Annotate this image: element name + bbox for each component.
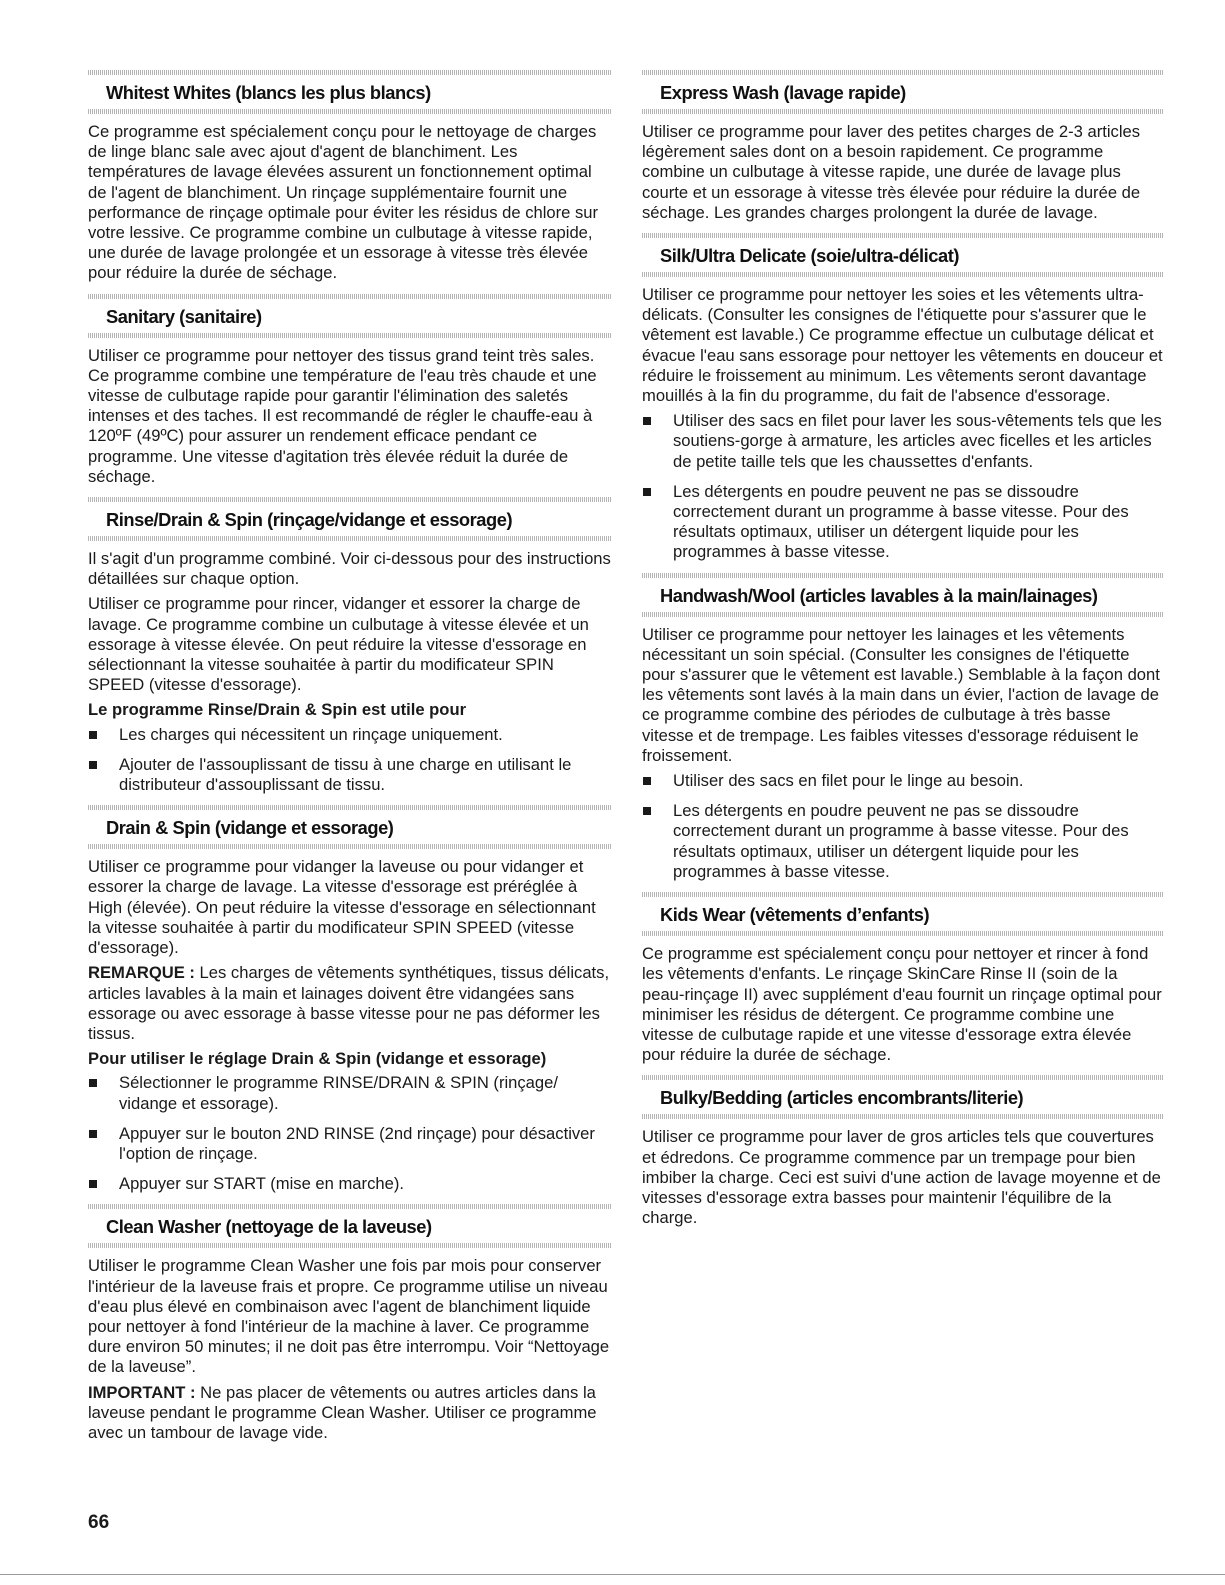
section-header [642,892,1164,936]
section-header [642,573,1164,617]
bullet-list [642,411,1164,562]
note-text: Ne pas placer de vêtements ou autres articles dans la laveuse pendant le programme Clean Washer. Utiliser ce programme avec un tambour de lavage vide. [88,1382,597,1442]
section-rinse-drain-spin [88,497,612,795]
bullet-square-icon [89,731,97,739]
body-paragraph: Ce programme est spécialement conçu pour le nettoyage de charges de linge blanc sale avec ajout d'agent de blanchiment. Les températures de lavage élevées assurent un fonctionnement optimal de l'agent de blanchiment. Un rinçage supplémentaire fournit une performance de rinçage optimale pour éviter les résidus de chlore sur votre lessive. Ce programme combine un culbutage à vitesse rapide, une durée de lavage prolongée et un essorage à vitesse très élevée pour réduire la durée de séchage. [88,122,599,283]
header-rule-bottom [88,333,612,338]
section-header [642,1075,1164,1119]
section-header [642,233,1164,277]
bullet-text: Utiliser des sacs en filet pour le linge au besoin. [673,771,1024,791]
header-rule-bottom [642,612,1164,617]
bullet-square-icon [643,417,651,425]
bullet-item [642,801,1164,882]
bullet-item [88,725,612,745]
header-rule-bottom [642,272,1164,277]
section-handwash-wool [642,573,1164,882]
bullet-square-icon [89,1079,97,1087]
bullet-text: Appuyer sur START (mise en marche). [119,1174,404,1194]
body-paragraph: Utiliser ce programme pour laver de gros articles tels que couvertures et édredons. Ce programme commence par un trempage pour bien imbiber la charge. Ceci est suivi d'une action de lavage moyenne et de vitesses d'essorage extra basses pour maintenir l'équilibre de la charge. [642,1127,1161,1228]
bullet-text: Les détergents en poudre peuvent ne pas se dissoudre correctement durant un programme à basse vitesse. Pour des résultats optimaux, utiliser un détergent liquide pour les programmes à basse vitesse. [673,801,1129,881]
bullet-text: Ajouter de l'assouplissant de tissu à une charge en utilisant le distributeur d'assouplissant de tissu. [119,754,572,795]
bullet-list [642,771,1164,882]
header-rule-bottom [88,844,612,849]
header-rule-bottom [642,931,1164,936]
section-header [88,805,612,849]
body-paragraph: Utiliser ce programme pour nettoyer les soies et les vêtements ultra-délicats. (Consulter les consignes de l'étiquette pour s'assurer que le vêtement est lavable.) Ce programme effectue un culbutage délicat et évacue l'eau sans essorage pour nettoyer les vêtements en douceur et réduire le froissement au minimum. Les vêtements seront davantage mouillés à la fin du programme, du fait de l'absence d'essorage. [642,285,1163,406]
section-kids-wear [642,892,1164,1065]
section-title: Handwash/Wool (articles lavables à la main/lainages) [660,584,1098,606]
bullet-item [88,1073,612,1113]
bullet-square-icon [643,807,651,815]
header-rule-bottom [88,536,612,541]
header-rule-bottom [88,1243,612,1248]
bullet-item [642,771,1164,791]
section-title: Express Wash (lavage rapide) [660,82,906,103]
section-title: Drain & Spin (vidange et essorage) [106,817,394,839]
section-title: Clean Washer (nettoyage de la laveuse) [106,1216,432,1238]
header-rule-bottom [642,109,1164,114]
note-label: IMPORTANT : [88,1382,196,1402]
right-column [642,70,1164,1238]
section-header [88,497,612,541]
body-paragraph: Utiliser ce programme pour vidanger la laveuse ou pour vidanger et essorer la charge de lavage. La vitesse d'essorage est préréglée à High (élevée). On peut réduire la vitesse d'essorage en sélectionnant la vitesse souhaitée à partir du modificateur SPIN SPEED (vitesse d'essorage). [88,857,596,958]
bullet-item [88,1174,612,1194]
body-paragraph: Il s'agit d'un programme combiné. Voir ci-dessous pour des instructions détaillées sur chaque option. [88,549,611,589]
section-silk-ultra-delicate [642,233,1164,563]
bullet-text: Appuyer sur le bouton 2ND RINSE (2nd rinçage) pour désactiver l'option de rinçage. [119,1123,595,1163]
section-header [88,294,612,338]
note-text: Les charges de vêtements synthétiques, tissus délicats, articles lavables à la main et lainages doivent être vidangées sans essorage ou avec essorage à basse vitesse pour ne pas déformer les tissus. [88,963,610,1043]
header-rule-bottom [88,109,612,114]
bottom-divider [0,1574,1225,1575]
bullet-square-icon [643,488,651,496]
subheading: Pour utiliser le réglage Drain & Spin (vidange et essorage) [88,1049,547,1069]
bullet-text: Les détergents en poudre peuvent ne pas se dissoudre correctement durant un programme à basse vitesse. Pour des résultats optimaux, utiliser un détergent liquide pour les programmes à basse vitesse. [673,481,1129,562]
bullet-item [88,755,612,795]
bullet-text: Sélectionner le programme RINSE/DRAIN & SPIN (rinçage/ vidange et essorage). [119,1073,558,1113]
bullet-square-icon [89,1180,97,1188]
body-paragraph: Utiliser ce programme pour rincer, vidanger et essorer la charge de lavage. Ce programme combine un culbutage à vitesse élevée et un essorage à vitesse élevée. On peut réduire la vitesse d'essorage en sélectionnant la vitesse souhaitée à partir du modificateur SPIN SPEED (vitesse d'essorage). [88,594,589,695]
section-express-wash [642,70,1164,223]
bullet-item [642,411,1164,472]
body-paragraph: Ce programme est spécialement conçu pour nettoyer et rincer à fond les vêtements d'enfants. Le rinçage SkinCare Rinse II (soin de la peau-rinçage II) avec supplément d'eau fournit un rinçage optimal pour minimiser les résidus de détergent. Ce programme combine une vitesse de culbutage rapide et une vitesse d'essorage extra élevée pour réduire la durée de séchage. [642,944,1162,1065]
section-header [88,70,612,114]
section-title: Sanitary (sanitaire) [106,305,262,327]
bullet-square-icon [89,761,97,769]
section-header [642,70,1164,114]
section-drain-spin [88,805,612,1194]
section-bulky-bedding [642,1075,1164,1228]
body-paragraph: Utiliser ce programme pour nettoyer les lainages et les vêtements nécessitant un soin spécial. (Consulter les consignes de l'étiquette pour s'assurer que le vêtement est lavable.) Semblable à la façon dont les vêtements sont lavés à la main dans un évier, l'action de lavage de ce programme combine des périodes de culbutage à très basse vitesse et de trempage. Les faibles vitesses d'essorage réduisent le froissement. [642,624,1160,765]
note-paragraph [88,1383,612,1444]
section-sanitary [88,294,612,487]
section-title: Bulky/Bedding (articles encombrants/literie) [660,1087,1024,1109]
section-title: Silk/Ultra Delicate (soie/ultra-délicat) [660,245,959,267]
subheading: Le programme Rinse/Drain & Spin est utile pour [88,700,467,720]
section-clean-washer [88,1204,612,1443]
section-title: Whitest Whites (blancs les plus blancs) [106,82,431,103]
note-label: REMARQUE : [88,963,195,983]
header-rule-bottom [642,1114,1164,1119]
bullet-text: Les charges qui nécessitent un rinçage uniquement. [119,724,503,744]
bullet-text: Utiliser des sacs en filet pour laver les sous-vêtements tels que les soutiens-gorge à armature, les articles avec ficelles et les articles de petite taille tels que les chaussettes d'enfants. [673,411,1162,471]
bullet-list [88,1073,612,1194]
page-number: 66 [88,1512,110,1533]
body-paragraph: Utiliser le programme Clean Washer une fois par mois pour conserver l'intérieur de la laveuse frais et propre. Ce programme utilise un niveau d'eau plus élevé en combinaison avec l'agent de blanchiment liquide pour nettoyer à fond l'intérieur de la machine à laver. Ce programme dure environ 50 minutes; il ne doit pas être interrompu. Voir “Nettoyage de la laveuse”. [88,1256,610,1377]
left-column [88,70,612,1453]
bullet-square-icon [89,1130,97,1138]
section-header [88,1204,612,1248]
bullet-item [88,1124,612,1164]
bullet-item [642,482,1164,563]
bullet-list [88,725,612,796]
body-paragraph: Utiliser ce programme pour nettoyer des tissus grand teint très sales. Ce programme combine une température de l'eau très chaude et une vitesse de culbutage rapide pour garantir l'élimination des saletés intenses et des taches. Il est recommandé de régler le chauffe-eau à 120ºF (49ºC) pour assurer un rendement efficace pendant ce programme. Une vitesse d'agitation très élevée réduit la durée de séchage. [88,345,597,486]
section-title: Rinse/Drain & Spin (rinçage/vidange et essorage) [106,509,513,531]
note-paragraph [88,963,612,1044]
body-paragraph: Utiliser ce programme pour laver des petites charges de 2-3 articles légèrement sales dont on a besoin rapidement. Ce programme combine un culbutage à vitesse rapide, une durée de lavage plus courte et un essorage à vitesse très élevée pour réduire la durée de séchage. Les grandes charges prolongent la durée de lavage. [642,122,1141,222]
section-whitest-whites [88,70,612,284]
section-title: Kids Wear (vêtements d’enfants) [660,904,930,926]
bullet-square-icon [643,777,651,785]
